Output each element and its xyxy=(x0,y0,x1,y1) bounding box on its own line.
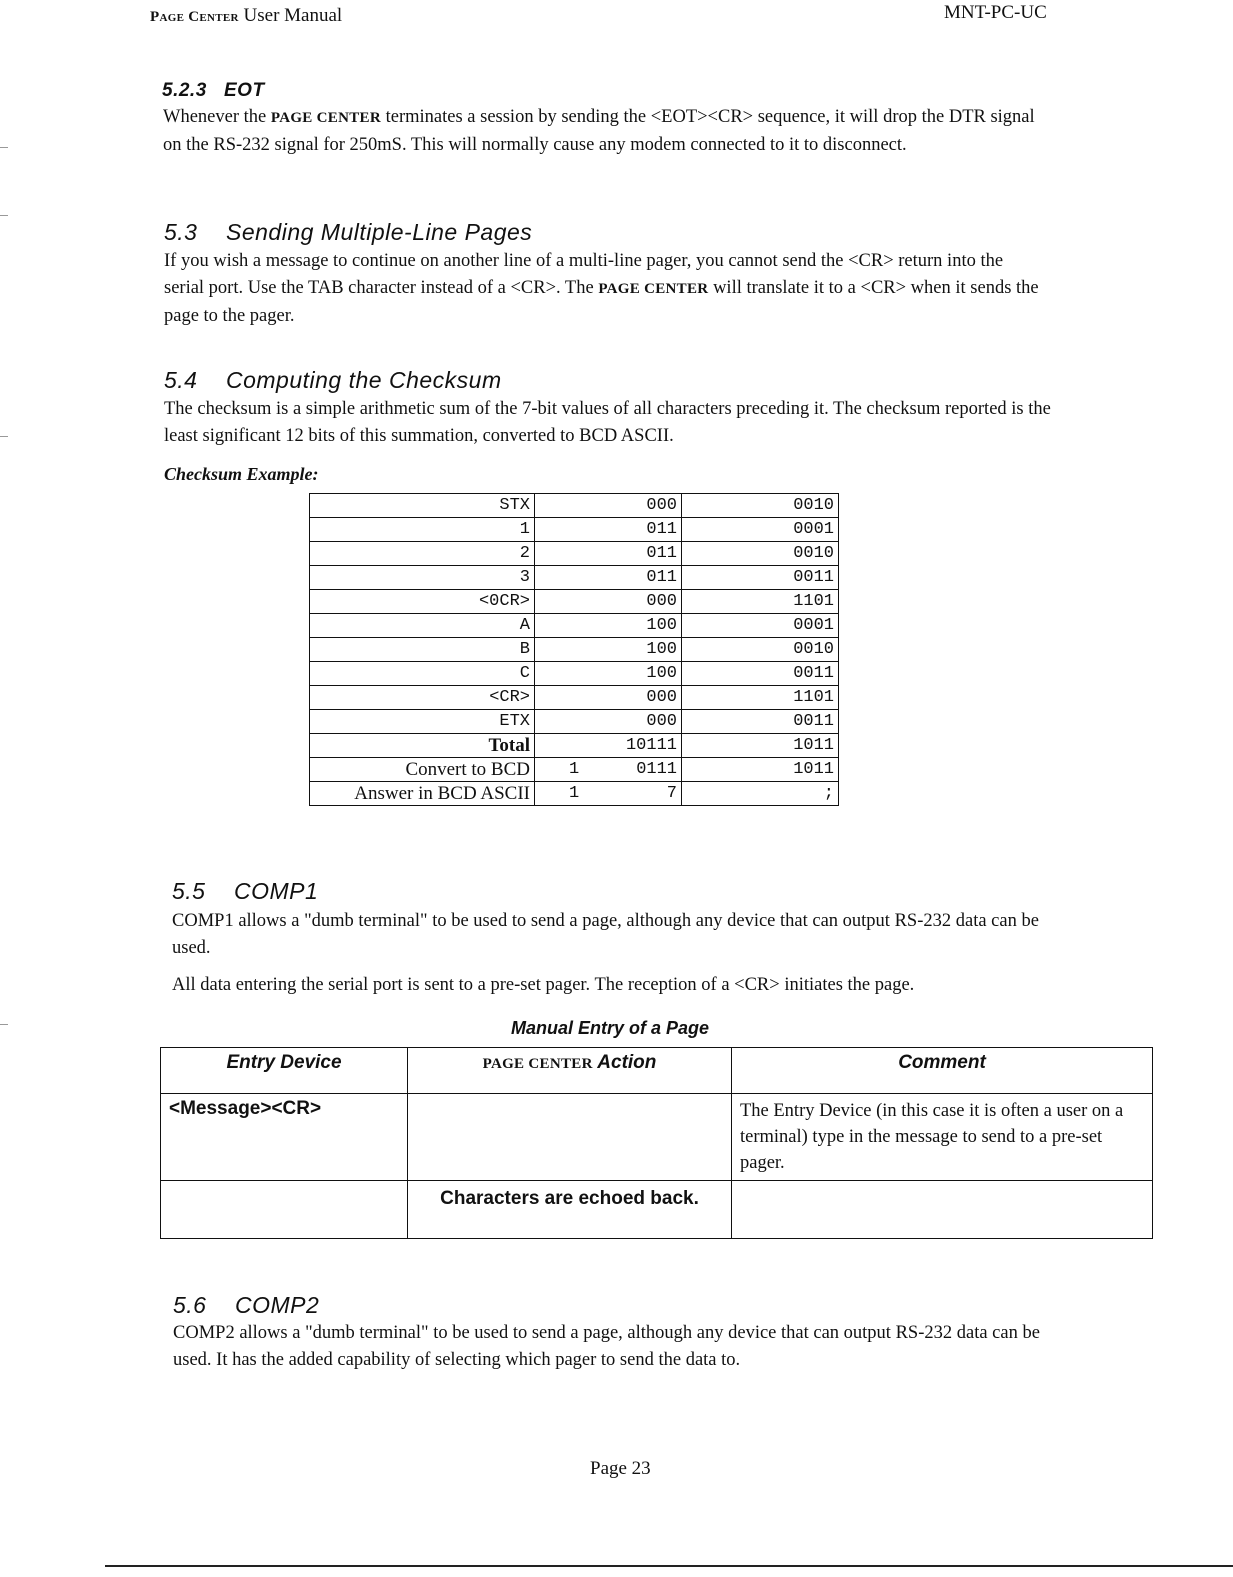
cell-label: <CR> xyxy=(310,686,535,710)
cell-lo: 1101 xyxy=(682,590,839,614)
table-row xyxy=(310,518,839,542)
section-number: 5.4 xyxy=(164,367,198,393)
cell-label: 1 xyxy=(310,518,535,542)
section-title: Sending Multiple-Line Pages xyxy=(226,219,533,245)
cell-hi xyxy=(535,782,682,806)
cell-lo: 0011 xyxy=(682,662,839,686)
margin-mark xyxy=(0,147,8,148)
cell-lo: 1011 xyxy=(682,734,839,758)
checksum-table xyxy=(309,493,839,806)
section-heading-5-5 xyxy=(172,878,318,905)
table-row xyxy=(310,710,839,734)
table-row xyxy=(310,662,839,686)
bottom-rule xyxy=(105,1565,1233,1567)
paragraph-multiline xyxy=(164,248,1044,330)
product-name: PAGE CENTER xyxy=(598,281,709,297)
cell-label: C xyxy=(310,662,535,686)
header-entry-device: Entry Device xyxy=(161,1048,408,1094)
running-header-right: MNT-PC-UC xyxy=(944,2,1047,23)
section-number: 5.6 xyxy=(173,1292,207,1318)
section-heading-5-6 xyxy=(173,1292,319,1319)
table-row xyxy=(310,686,839,710)
table-row xyxy=(310,494,839,518)
cell-hi: 100 xyxy=(535,638,682,662)
cell-label: 2 xyxy=(310,542,535,566)
text-run: terminates a session by sending the <EOT><CR> sequence, it will drop the DTR signal on the RS-232 signal for 250mS. This will normally cause any modem connected to it to disconnect. xyxy=(163,107,1035,155)
cell-label: Total xyxy=(310,734,535,758)
section-number: 5.5 xyxy=(172,878,206,904)
section-heading-5-2-3 xyxy=(162,80,265,102)
cell-hi: 011 xyxy=(535,566,682,590)
paragraph-comp1-1: COMP1 allows a "dumb terminal" to be used to send a page, although any device that can output RS-232 data can be used. xyxy=(172,911,1039,958)
paragraph-comp1-2: All data entering the serial port is sent to a pre-set pager. The reception of a <CR> initiates the page. xyxy=(172,975,915,995)
text-run: will translate it to a <CR> when it sends the page to the pager. xyxy=(164,278,1039,326)
margin-mark xyxy=(0,1024,8,1025)
table-row-total xyxy=(310,734,839,758)
section-title: COMP1 xyxy=(234,878,319,904)
header-comment: Comment xyxy=(732,1048,1153,1094)
table-header-row xyxy=(161,1048,1153,1094)
section-number: 5.3 xyxy=(164,219,198,245)
page-number: Page 23 xyxy=(590,1458,651,1479)
cell-label: B xyxy=(310,638,535,662)
table-row xyxy=(161,1094,1153,1181)
margin-mark xyxy=(0,436,8,437)
cell-hi: 10111 xyxy=(535,734,682,758)
manual-entry-table xyxy=(160,1047,1153,1239)
cell-hi: 100 xyxy=(535,662,682,686)
product-name: PAGE CENTER xyxy=(270,110,381,126)
cell-comment xyxy=(732,1181,1153,1239)
cell-entry: <Message><CR> xyxy=(161,1094,408,1181)
cell-hi: 000 xyxy=(535,710,682,734)
table-row xyxy=(161,1181,1153,1239)
cell-label: <0CR> xyxy=(310,590,535,614)
cell-hi: 011 xyxy=(535,542,682,566)
header-action-label: Action xyxy=(592,1052,657,1073)
header-product: Page Center xyxy=(150,9,239,25)
paragraph-comp1 xyxy=(172,908,1052,1009)
cell-hi: 100 xyxy=(535,614,682,638)
table-row xyxy=(310,566,839,590)
cell-lo: ; xyxy=(682,782,839,806)
cell-hi-a: 1 xyxy=(569,760,580,779)
cell-lo: 1101 xyxy=(682,686,839,710)
cell-lo: 0001 xyxy=(682,518,839,542)
table-row xyxy=(310,590,839,614)
cell-lo: 0011 xyxy=(682,566,839,590)
cell-lo: 1011 xyxy=(682,758,839,782)
margin-mark xyxy=(0,215,8,216)
running-header-left xyxy=(150,5,342,27)
cell-hi-b: 7 xyxy=(666,784,677,803)
cell-hi: 000 xyxy=(535,494,682,518)
section-title: Computing the Checksum xyxy=(226,367,502,393)
cell-hi-b: 0111 xyxy=(636,760,677,779)
cell-hi xyxy=(535,758,682,782)
text-run: If you wish a message to continue on another line of a multi-line pager, you cannot send the <CR> return into the serial port. Use the TAB character instead of a <CR>. The xyxy=(164,251,1004,298)
header-action xyxy=(408,1048,732,1094)
table-row-ascii xyxy=(310,782,839,806)
text-run: Whenever the xyxy=(163,107,271,127)
paragraph-eot xyxy=(163,104,1053,159)
cell-lo: 0010 xyxy=(682,638,839,662)
cell-label: A xyxy=(310,614,535,638)
cell-label: Convert to BCD xyxy=(310,758,535,782)
cell-lo: 0010 xyxy=(682,542,839,566)
checksum-example-label: Checksum Example: xyxy=(164,464,319,484)
product-name: PAGE CENTER xyxy=(482,1056,593,1072)
section-number: 5.2.3 xyxy=(162,80,207,101)
table-row xyxy=(310,542,839,566)
section-title: EOT xyxy=(224,80,265,101)
cell-lo: 0001 xyxy=(682,614,839,638)
cell-hi: 000 xyxy=(535,590,682,614)
cell-hi-a: 1 xyxy=(569,784,580,803)
cell-entry xyxy=(161,1181,408,1239)
table-row-bcd xyxy=(310,758,839,782)
cell-label: ETX xyxy=(310,710,535,734)
section-title: COMP2 xyxy=(235,1292,320,1318)
cell-action xyxy=(408,1094,732,1181)
table-caption: Manual Entry of a Page xyxy=(511,1018,710,1038)
cell-comment: The Entry Device (in this case it is often a user on a terminal) type in the message to send to a pre-set pager. xyxy=(732,1094,1153,1181)
cell-hi: 000 xyxy=(535,686,682,710)
cell-lo: 0010 xyxy=(682,494,839,518)
cell-label: Answer in BCD ASCII xyxy=(310,782,535,806)
section-heading-5-4 xyxy=(164,367,502,394)
paragraph-checksum: The checksum is a simple arithmetic sum of the 7-bit values of all characters preceding it. The checksum reported is the least significant 12 bits of this summation, converted to BCD ASCII. xyxy=(164,399,1051,446)
header-doc: User Manual xyxy=(238,5,343,26)
table-row xyxy=(310,638,839,662)
cell-action: Characters are echoed back. xyxy=(408,1181,732,1239)
cell-lo: 0011 xyxy=(682,710,839,734)
cell-hi: 011 xyxy=(535,518,682,542)
paragraph-comp2: COMP2 allows a "dumb terminal" to be used to send a page, although any device that can output RS-232 data can be used. It has the added capability of selecting which pager to send the data to. xyxy=(173,1323,1040,1370)
cell-label: STX xyxy=(310,494,535,518)
table-row xyxy=(310,614,839,638)
cell-label: 3 xyxy=(310,566,535,590)
section-heading-5-3 xyxy=(164,219,532,246)
